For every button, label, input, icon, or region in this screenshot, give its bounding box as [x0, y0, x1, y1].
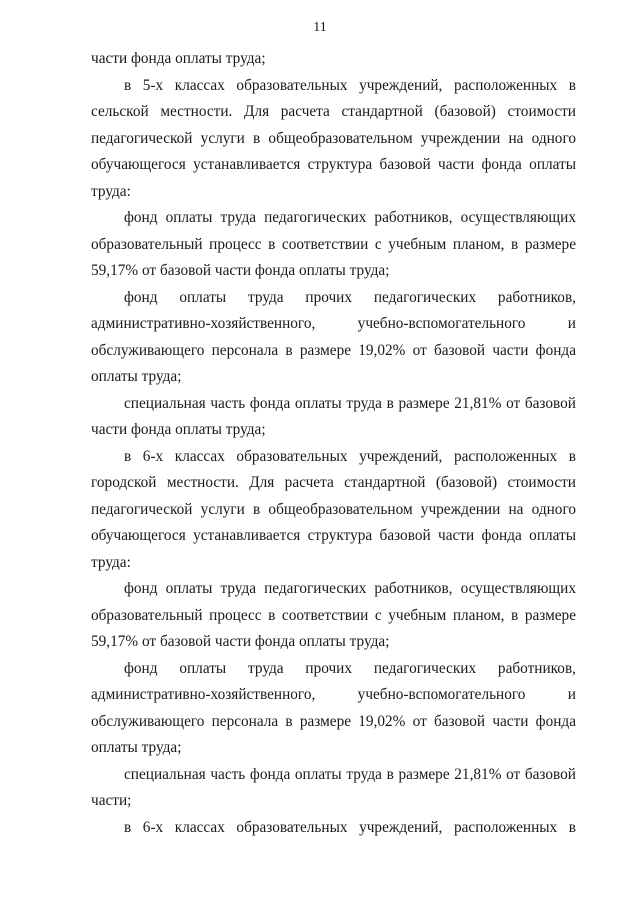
paragraph: части фонда оплаты труда;: [91, 50, 266, 67]
paragraph: фонд оплаты труда педагогических работников, осуществляющих образовательный процесс в соответствии с учебным планом, в размере 59,17% от базовой части фонда оплаты труда;: [91, 580, 576, 650]
paragraph: фонд оплаты труда прочих педагогических работников, административно-хозяйственного, учебно-вспомогательного и обслуживающего персонала в размере 19,02% от базовой части фонда оплаты труда;: [91, 659, 576, 756]
paragraph: фонд оплаты труда педагогических работников, осуществляющих образовательный процесс в соответствии с учебным планом, в размере 59,17% от базовой части фонда оплаты труда;: [91, 209, 576, 279]
paragraph: специальная часть фонда оплаты труда в размере 21,81% от базовой части фонда оплаты труда;: [91, 394, 576, 438]
page-number: 11: [313, 20, 327, 35]
document-body: [91, 46, 576, 841]
paragraph: фонд оплаты труда прочих педагогических работников, административно-хозяйственного, учебно-вспомогательного и обслуживающего персонала в размере 19,02% от базовой части фонда оплаты труда;: [91, 288, 576, 385]
paragraph: в 6-х классах образовательных учреждений, расположенных в городской местности. Для расчета стандартной (базовой) стоимости педагогической услуги в общеобразовательном учреждении на одного обучающегося устанавливается структура базовой части фонда оплаты труда:: [91, 447, 576, 571]
paragraph: специальная часть фонда оплаты труда в размере 21,81% от базовой части;: [91, 765, 576, 809]
paragraph: в 6-х классах образовательных учреждений, расположенных в: [124, 818, 576, 836]
paragraph: в 5-х классах образовательных учреждений, расположенных в сельской местности. Для расчета стандартной (базовой) стоимости педагогической услуги в общеобразовательном учреждении на одного обучающегося устанавливается структура базовой части фонда оплаты труда:: [91, 76, 576, 200]
